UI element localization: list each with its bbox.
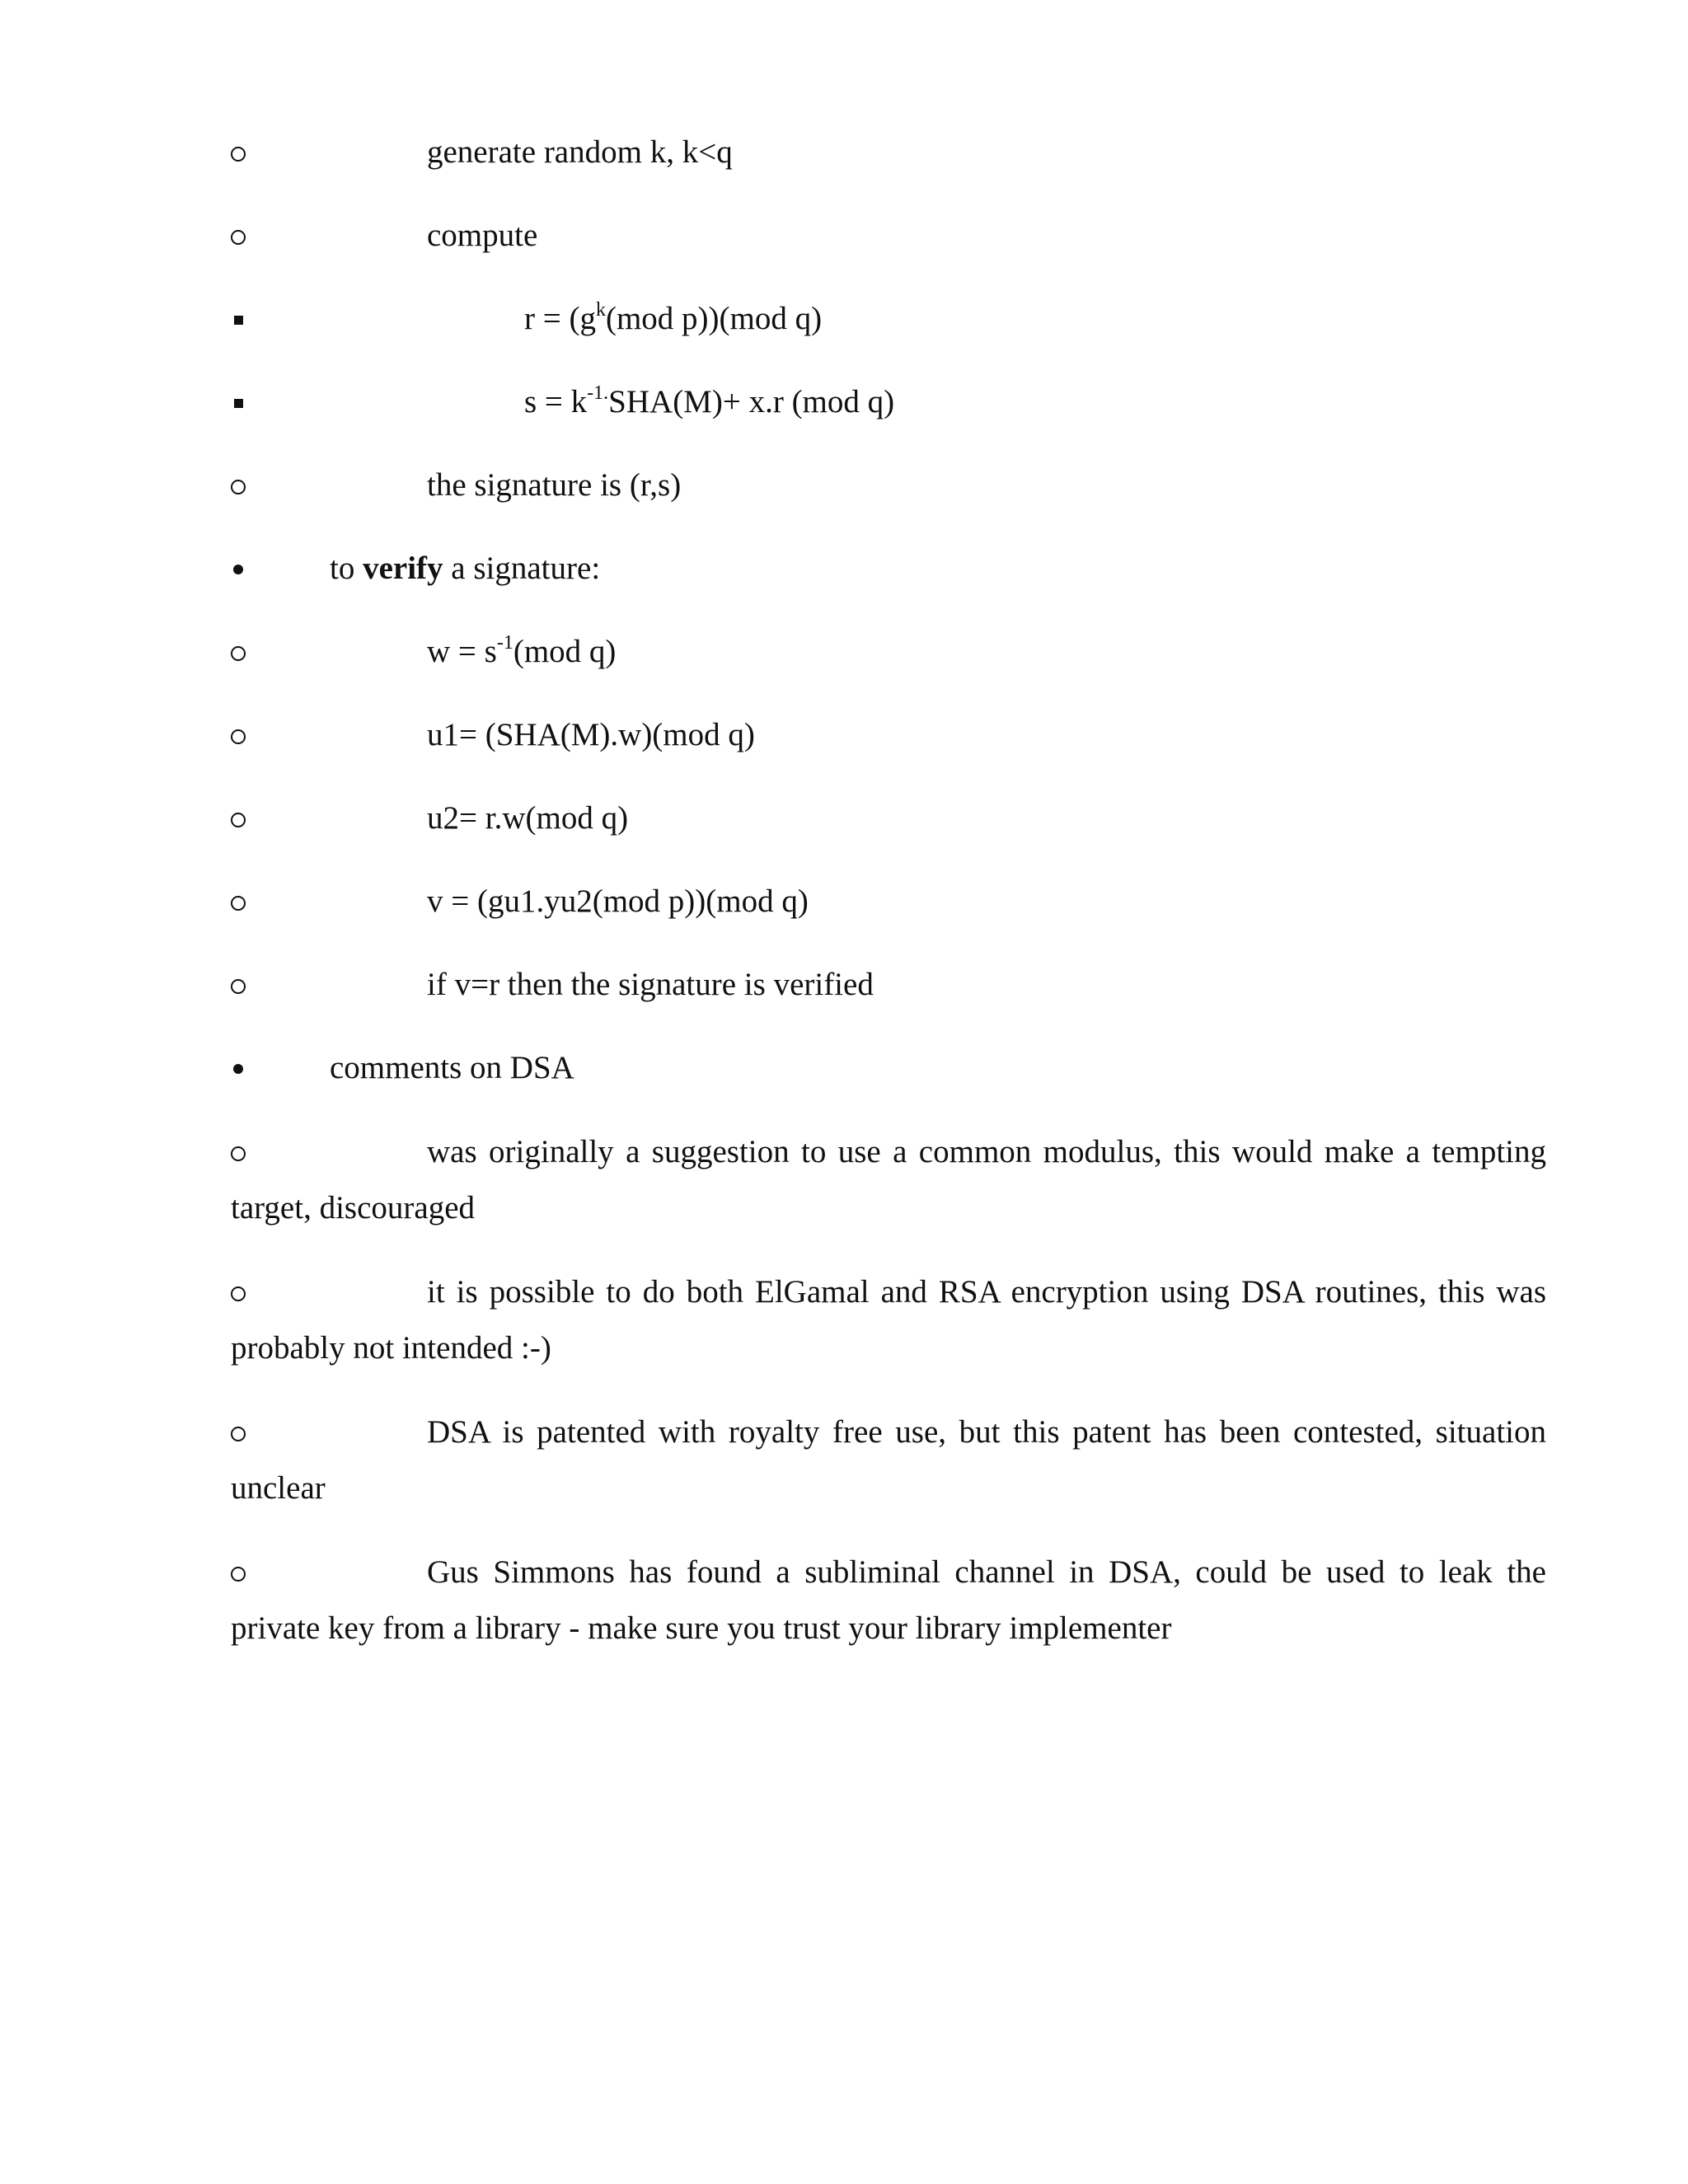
formula-text: s = k (524, 384, 588, 419)
hollow-circle-bullet-icon (231, 1146, 246, 1161)
formula-s (524, 377, 894, 427)
paragraph-line: was originally a suggestion to use a common modulus, this would make a tempting (427, 1134, 1546, 1169)
list-item (0, 794, 1688, 843)
list-item-text: v = (gu1.yu2(mod p))(mod q) (427, 883, 809, 919)
list-item-text: u1= (SHA(M).w)(mod q) (427, 717, 755, 752)
square-bullet-icon (234, 399, 243, 408)
hollow-circle-bullet-icon (231, 1286, 246, 1301)
formula-text: SHA(M)+ x.r (mod q) (608, 384, 895, 419)
list-item-text: u2= r.w(mod q) (427, 800, 629, 836)
hollow-circle-bullet-icon (231, 896, 246, 911)
list-item (0, 877, 1688, 926)
formula-superscript: -1 (496, 632, 513, 654)
hollow-circle-bullet-icon (231, 147, 246, 162)
list-item-text: generate random k, k<q (427, 134, 733, 170)
filled-dot-bullet-icon (233, 1064, 243, 1074)
paragraph-line: Gus Simmons has found a subliminal channel in DSA, could be used to leak the (427, 1554, 1546, 1590)
formula-text: r = (g (524, 301, 596, 336)
formula-r (524, 294, 822, 344)
bold-keyword: verify (363, 551, 443, 586)
square-bullet-icon (234, 316, 243, 325)
formula-text: (mod q) (513, 634, 617, 669)
hollow-circle-bullet-icon (231, 1427, 246, 1441)
text-segment: a signature: (443, 551, 601, 586)
list-item-text: if v=r then the signature is verified (427, 967, 874, 1002)
paragraph-line: probably not intended :-) (231, 1330, 551, 1366)
list-item (0, 128, 1688, 177)
hollow-circle-bullet-icon (231, 230, 246, 245)
formula-text: w = s (427, 634, 497, 669)
list-item (0, 1043, 1688, 1093)
list-item-text: comments on DSA (330, 1050, 574, 1085)
list-item (0, 710, 1688, 760)
hollow-circle-bullet-icon (231, 729, 246, 744)
list-item (0, 627, 1688, 677)
list-item (0, 211, 1688, 260)
list-item (0, 377, 1688, 427)
list-item (0, 544, 1688, 593)
hollow-circle-bullet-icon (231, 813, 246, 827)
paragraph-line: unclear (231, 1470, 326, 1506)
formula-text: (mod p))(mod q) (605, 301, 823, 336)
paragraph-line: it is possible to do both ElGamal and RSA encryption using DSA routines, this was (427, 1274, 1546, 1310)
list-item (0, 294, 1688, 344)
list-item (0, 960, 1688, 1010)
paragraph-line: target, discouraged (231, 1190, 476, 1226)
hollow-circle-bullet-icon (231, 646, 246, 661)
paragraph-line: private key from a library - make sure you trust your library implementer (231, 1610, 1172, 1646)
hollow-circle-bullet-icon (231, 1567, 246, 1582)
list-item-text: compute (427, 218, 538, 253)
list-item-text: the signature is (r,s) (427, 467, 682, 503)
text-segment: to (330, 551, 363, 586)
hollow-circle-bullet-icon (231, 480, 246, 494)
list-item (0, 461, 1688, 510)
formula-w (427, 627, 616, 677)
paragraph-line: DSA is patented with royalty free use, but this patent has been contested, situation (427, 1414, 1546, 1450)
formula-superscript: -1. (587, 382, 609, 404)
formula-superscript: k (595, 299, 606, 321)
list-item-text (330, 544, 600, 593)
hollow-circle-bullet-icon (231, 979, 246, 994)
filled-dot-bullet-icon (233, 565, 243, 574)
